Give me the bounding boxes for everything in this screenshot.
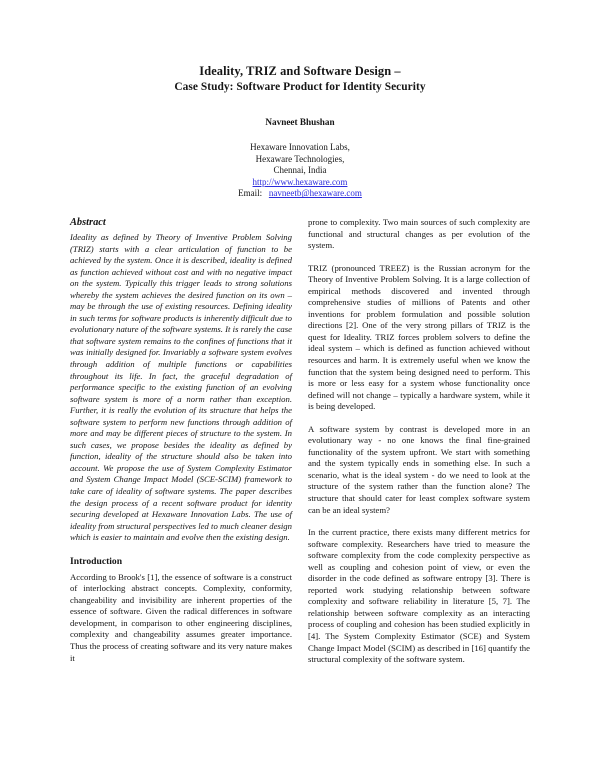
body-paragraph: In the current practice, there exists many different metrics for software complexity. Researchers have tried to measure the software complexity from the code complexity perspective as well as coupling and cohesion point of view, or even the disorder in the code defined as software entropy [3]. There is reported work studying relationship between software complexity and software reliability in literature [5, 7]. The relationship between software complexity as an interacting process of coupling and cohesion has been studied explicitly in [4]. The System Complexity Estimator (SCE) and System Change Impact Model (SCIM) as described in [16] quantify the structural complexity of the software system.: [308, 527, 530, 665]
body-paragraph: A software system by contrast is developed more in an evolutionary way - no one knows the final fine-grained functionality of the system upfront. We start with something and the system typically ends in something else. In such a scenario, what is the ideal system - do we need to look at the structure of the system rather than the function alone? The structure that should cater for least complex software system can be an ideal system?: [308, 423, 530, 515]
affiliation-block: [0, 142, 600, 200]
abstract-paragraph: Ideality as defined by Theory of Inventive Problem Solving (TRIZ) starts with a clear articulation of function to be achieved by the system. Once it is described, ideality is defined as function achieved without cost and with no negative impact on the system. Typically this trigger leads to strong solutions whereby the system achieves the desired function on its own – may be through the use of existing resources. Defining ideality in such terms for software products is inherently difficult due to evolutionary nature of the software systems. It is rarely the case that software system remains to the confines of functions that it was initially designed for. Invariably a software system evolves through addition of multiple functions or capabilities throughout its life. In fact, the graceful degradation of performance specific to the existing function of an evolving software system is more of a norm rather than exception. Further, it is really the evolution of its structure that helps the software system to perform new functions through addition of more and may be different pieces of structure to the system. In such cases, we propose besides the ideality as defined by function, ideality of the structure should also be taken into account. We propose the use of System Complexity Estimator and System Change Impact Model (SCE-SCIM) framework to take care of ideality of software systems. The paper describes the design process of a recent software product for identity securing developed at Hexaware Innovation Labs. The use of ideality from structural perspectives led to much cleaner design which is easier to maintain and evolve then the existing design.: [70, 231, 292, 543]
introduction-paragraph: According to Brook's [1], the essence of software is a construct of interlocking abstract concepts. Complexity, conformity, changeability and invisibility are inherent properties of the essence of software. Given the radical differences in software development, in comparison to other engineering disciplines, complexity and changeability assumes greater importance. Thus the process of creating software and its very nature makes it: [70, 571, 292, 663]
email-link[interactable]: navneetb@hexaware.com: [268, 188, 362, 199]
body-paragraph: prone to complexity. Two main sources of such complexity are functional and structural changes as per evolution of the system.: [308, 216, 530, 251]
author-name: Navneet Bhushan: [265, 117, 335, 127]
affiliation-line-3: Chennai, India: [273, 165, 327, 176]
paper-masthead: [0, 0, 600, 200]
two-column-body: [0, 217, 600, 666]
email-label: Email:: [238, 188, 263, 199]
page-title: Ideality, TRIZ and Software Design –: [199, 64, 401, 78]
page-subtitle: Case Study: Software Product for Identity Security: [174, 81, 426, 93]
introduction-section: [70, 556, 292, 664]
website-line: [0, 177, 600, 189]
email-line: [0, 188, 600, 200]
left-column: [70, 217, 292, 664]
introduction-heading: Introduction: [70, 555, 123, 567]
body-paragraph: TRIZ (pronounced TREEZ) is the Russian acronym for the Theory of Inventive Problem Solving. It is a large collection of empirical methods discovered and invented through comprehensive studies of millions of Patents and other inventions for problem formulation and possible solution directions [2]. One of the very strong pillars of TRIZ is the quest for Ideality. TRIZ forces problem solvers to define the ideal system – which is defined as function achieved without resources and harm. It is extremely useful when we know the function that the system being designed need to perform. This is more or less easy for a system whose functionality once defined will not change – typically a hardware system, while it is being developed.: [308, 262, 530, 412]
abstract-heading: Abstract: [70, 216, 106, 228]
right-column: [308, 217, 530, 666]
affiliation-line-1: Hexaware Innovation Labs,: [250, 142, 350, 152]
website-link[interactable]: http://www.hexaware.com: [252, 176, 348, 187]
affiliation-line-2: Hexaware Technologies,: [255, 153, 345, 164]
